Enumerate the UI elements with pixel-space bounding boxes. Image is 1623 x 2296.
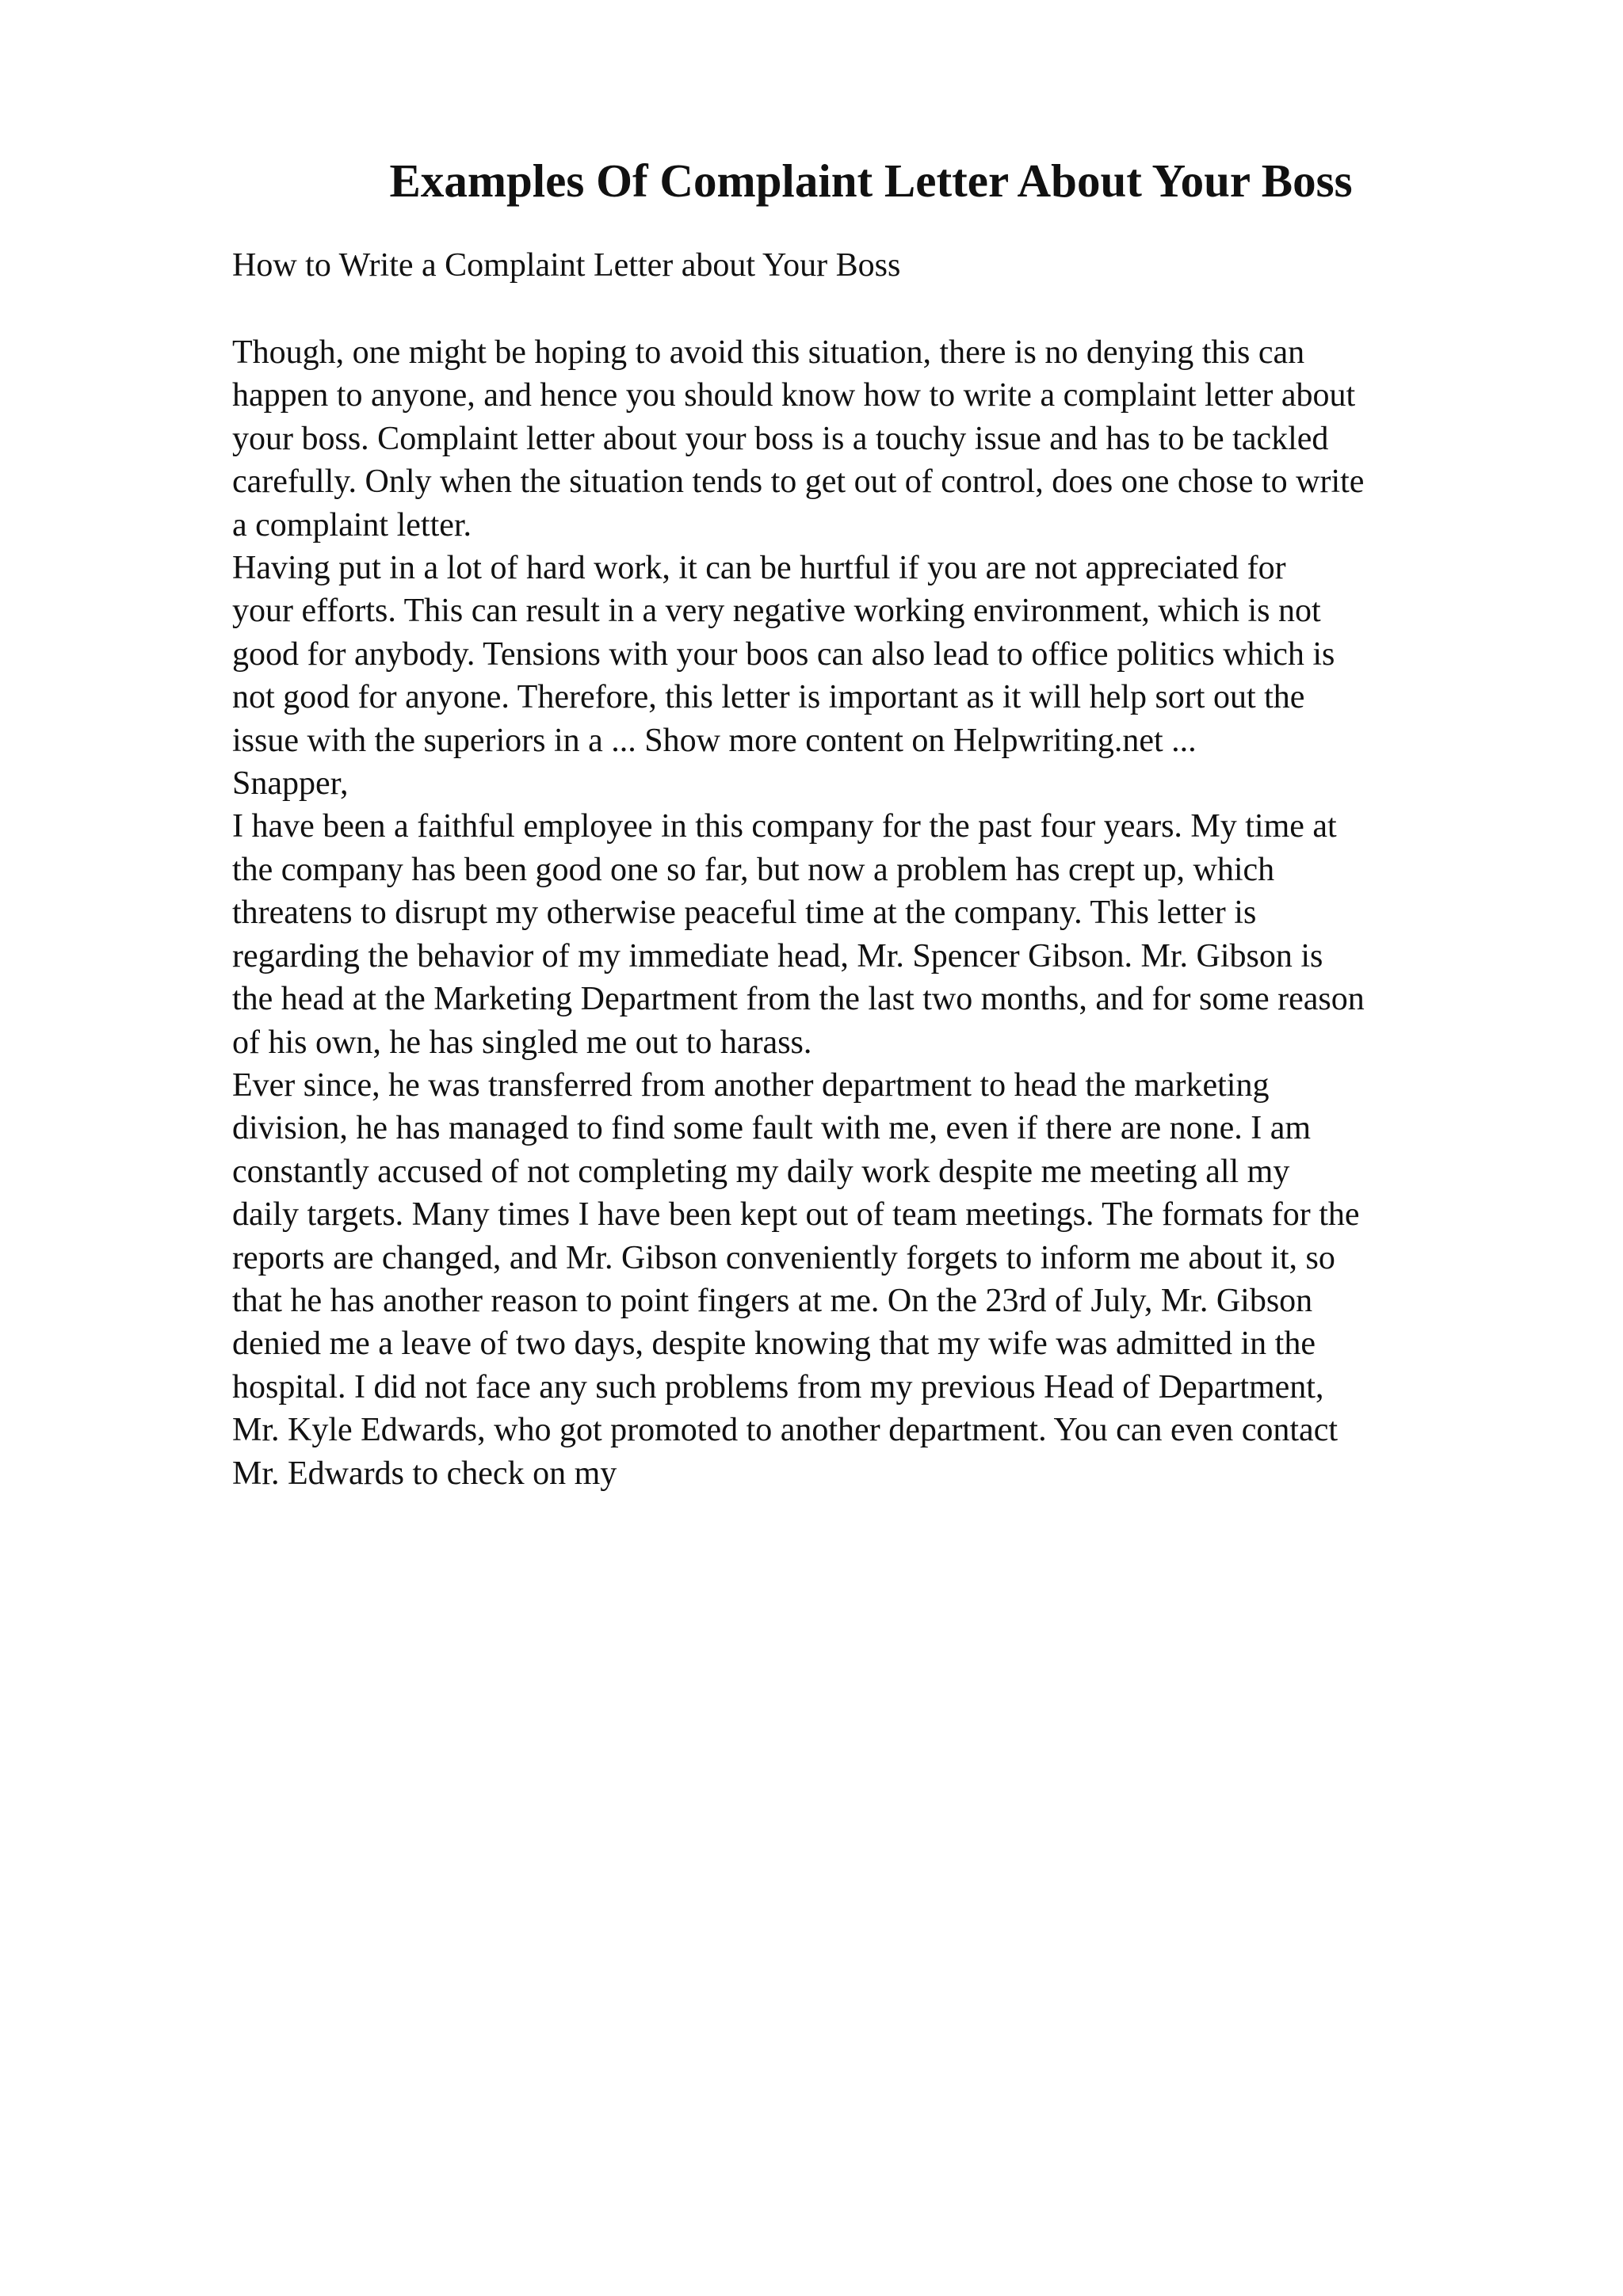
body-text-line: the head at the Marketing Department from the last two months, and for some reason: [232, 981, 1365, 1018]
body-text-line: good for anybody. Tensions with your boos can also lead to office politics which is: [232, 635, 1335, 673]
body-text-line: of his own, he has singled me out to harass.: [232, 1024, 812, 1061]
body-text-line: Ever since, he was transferred from another department to head the marketing: [232, 1066, 1270, 1104]
body-text-line: daily targets. Many times I have been kept out of team meetings. The formats for the: [232, 1196, 1360, 1234]
body-text-line: that he has another reason to point fingers at me. On the 23rd of July, Mr. Gibson: [232, 1282, 1313, 1319]
body-text-line: Snapper,: [232, 765, 349, 803]
body-text-line: reports are changed, and Mr. Gibson conveniently forgets to inform me about it, so: [232, 1239, 1335, 1276]
body-text-line: carefully. Only when the situation tends to get out of control, does one chose to write: [232, 463, 1365, 501]
body-text-line: issue with the superiors in a ... Show more content on Helpwriting.net ...: [232, 722, 1197, 759]
body-text-line: hospital. I did not face any such problems from my previous Head of Department,: [232, 1368, 1324, 1405]
body-text-line: your boss. Complaint letter about your boss is a touchy issue and has to be tackled: [232, 420, 1329, 457]
body-text-line: division, he has managed to find some fault with me, even if there are none. I am: [232, 1110, 1312, 1147]
body-text-line: Having put in a lot of hard work, it can be hurtful if you are not appreciated for: [232, 550, 1286, 587]
body-text-line: constantly accused of not completing my daily work despite me meeting all my: [232, 1153, 1290, 1190]
body-text-line: denied me a leave of two days, despite knowing that my wife was admitted in the: [232, 1325, 1316, 1363]
document-title: Examples Of Complaint Letter About Your Boss: [389, 154, 1353, 207]
body-text-line: threatens to disrupt my otherwise peaceful time at the company. This letter is: [232, 894, 1257, 932]
body-text-line: regarding the behavior of my immediate head, Mr. Spencer Gibson. Mr. Gibson is: [232, 937, 1323, 974]
body-text-line: Though, one might be hoping to avoid this situation, there is no denying this can: [232, 334, 1305, 371]
document-subtitle: How to Write a Complaint Letter about Your Boss: [232, 247, 901, 284]
body-text-line: your efforts. This can result in a very negative working environment, which is not: [232, 593, 1321, 630]
body-text-line: Mr. Kyle Edwards, who got promoted to another department. You can even contact: [232, 1412, 1338, 1449]
body-text-line: I have been a faithful employee in this company for the past four years. My time at: [232, 808, 1337, 845]
body-text-line: the company has been good one so far, but now a problem has crept up, which: [232, 851, 1275, 888]
body-text-line: Mr. Edwards to check on my: [232, 1455, 617, 1492]
body-text-line: not good for anyone. Therefore, this letter is important as it will help sort out the: [232, 679, 1305, 716]
body-text-line: happen to anyone, and hence you should know how to write a complaint letter about: [232, 377, 1356, 414]
body-text-line: a complaint letter.: [232, 506, 472, 543]
document-body: [232, 331, 1516, 1495]
